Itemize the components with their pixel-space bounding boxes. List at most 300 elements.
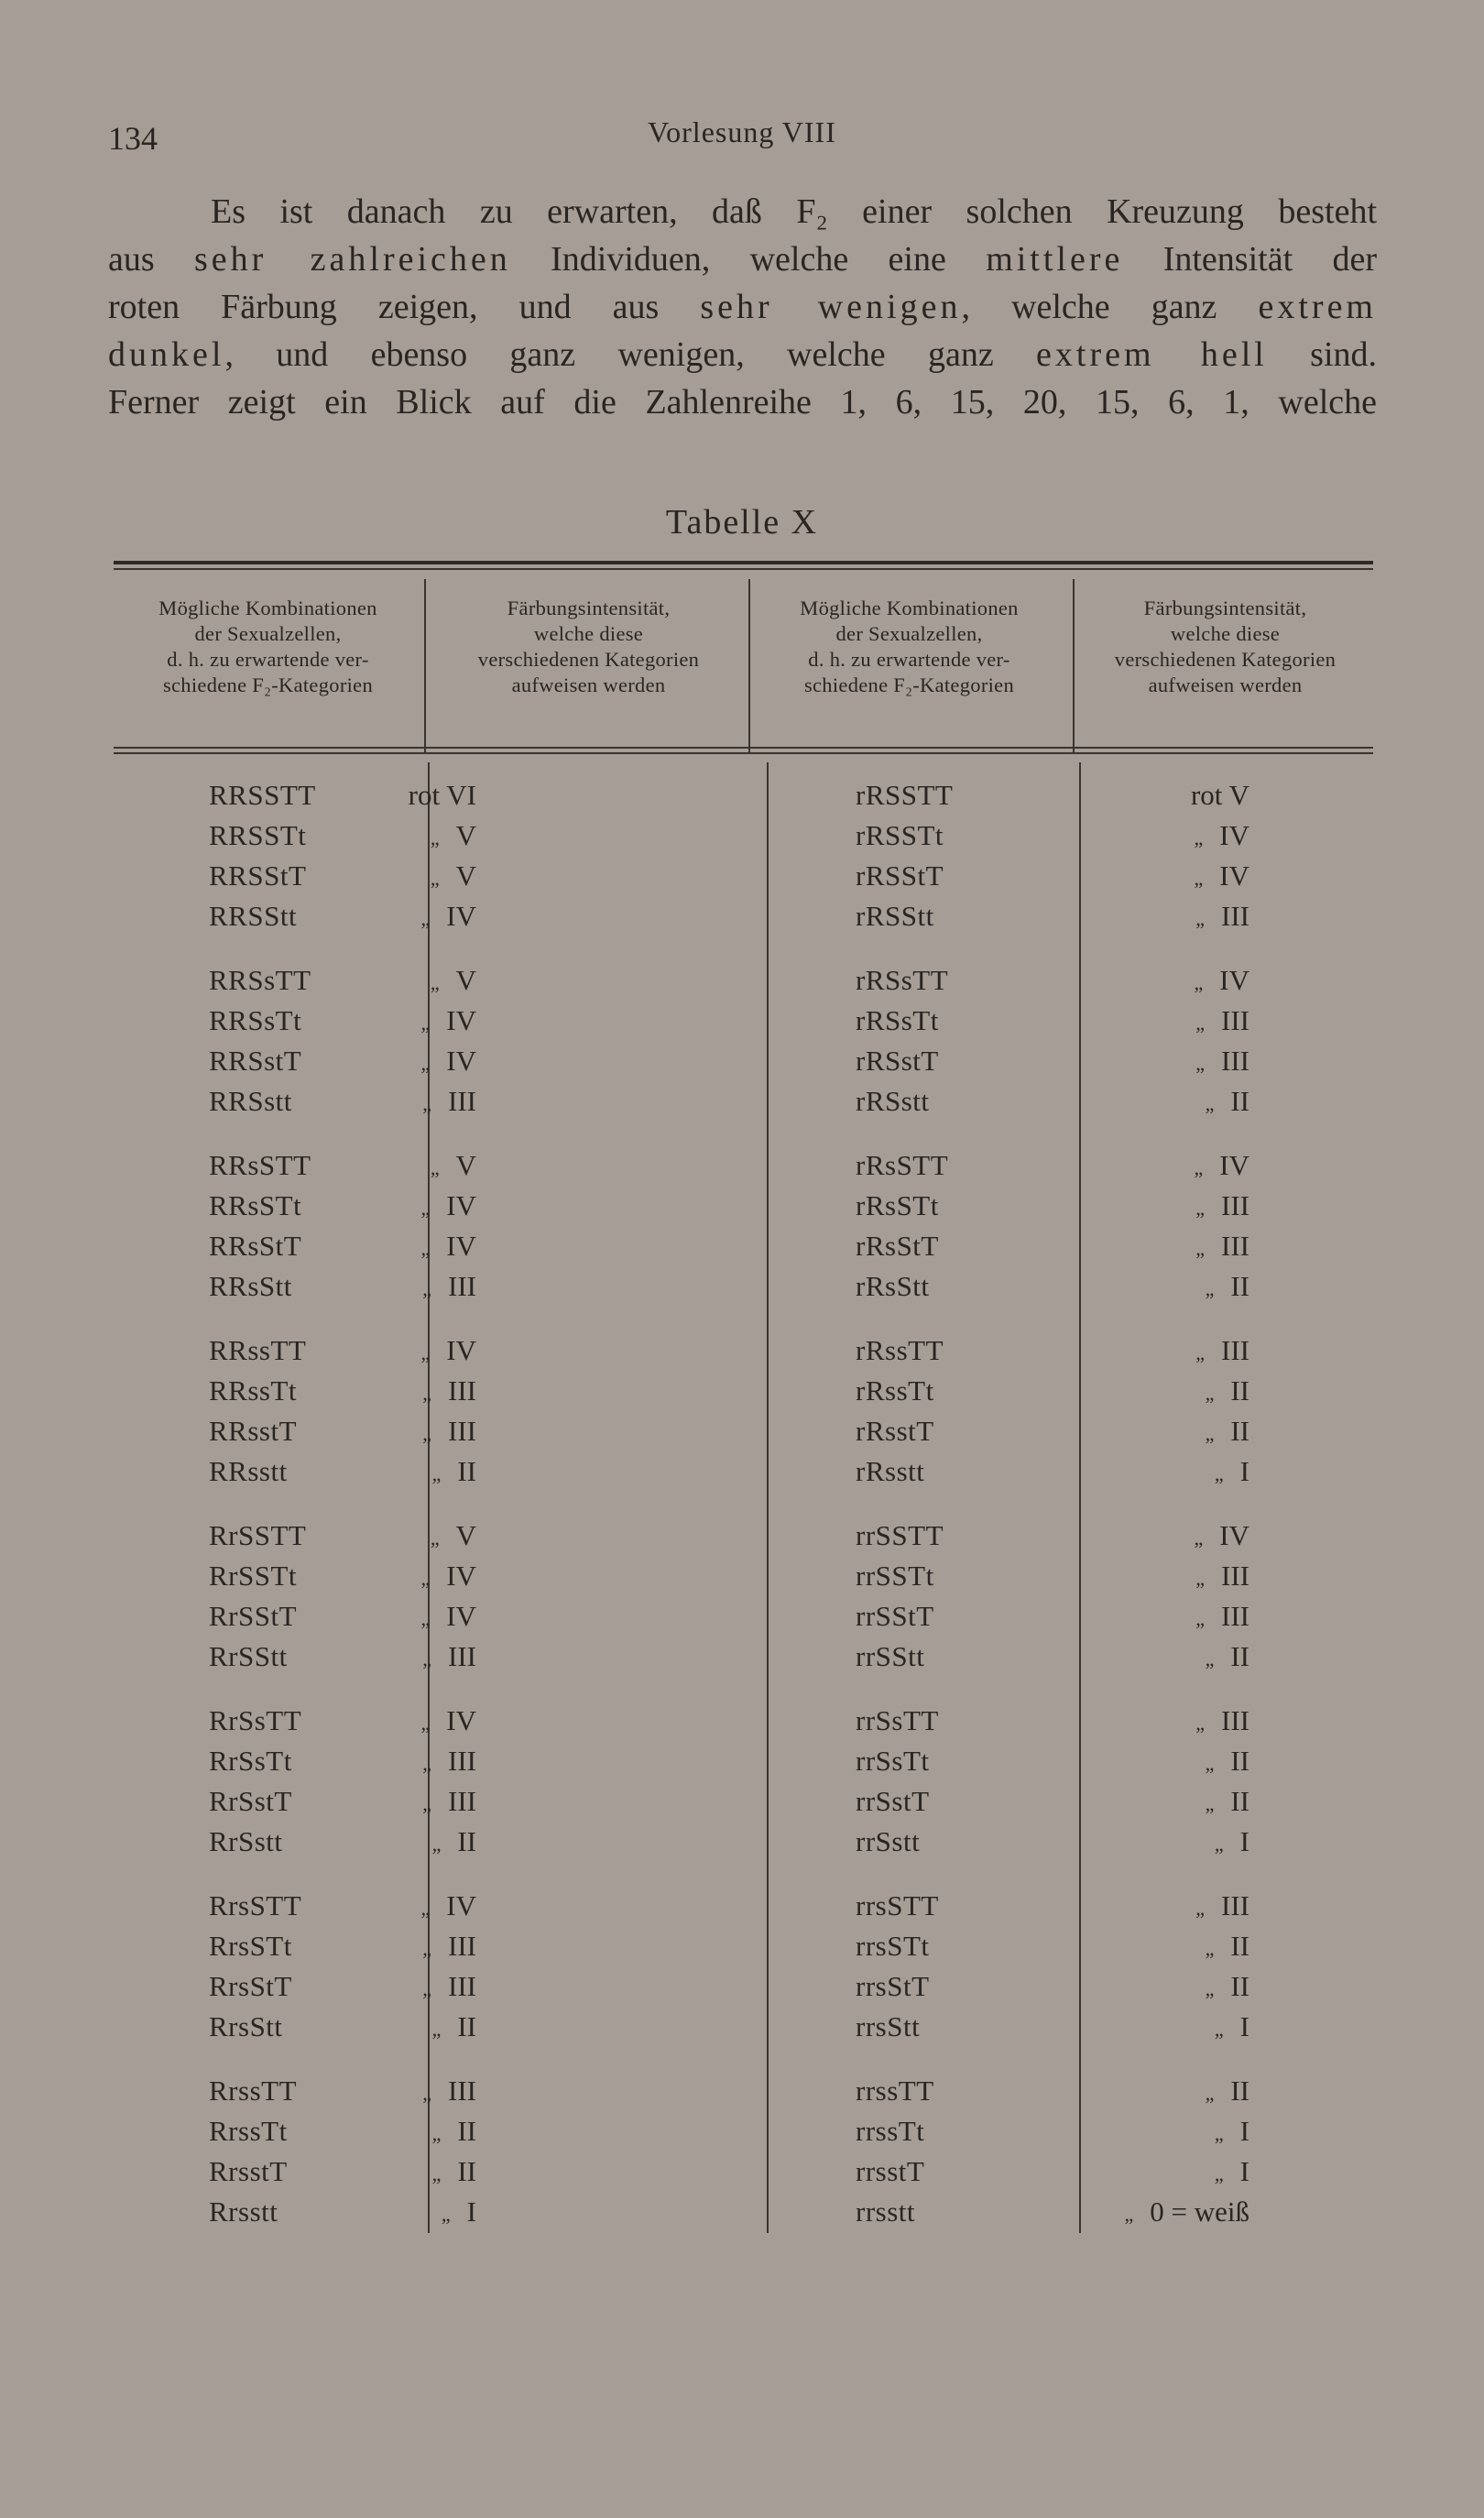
intensity-right-cell: [1085, 900, 1249, 933]
ditto-mark: „: [1195, 907, 1206, 930]
table-row: [114, 1930, 1373, 1970]
ditto-mark: „: [1205, 1977, 1215, 2000]
table-row-group: [114, 1149, 1373, 1310]
intensity-left-cell: [311, 1455, 476, 1488]
ditto-mark: „: [430, 1527, 440, 1549]
intensity-left-cell: [311, 819, 476, 852]
intensity-value: V: [455, 1149, 476, 1181]
table-row: [114, 1600, 1373, 1640]
combination-right-cell: rRSstT: [856, 1045, 939, 1077]
combination-left-cell: RRSStt: [209, 900, 298, 932]
ditto-mark: „: [430, 971, 440, 994]
intensity-value: II: [1230, 1930, 1249, 1962]
table-row: [114, 1415, 1373, 1455]
intensity-value: IV: [446, 1600, 476, 1632]
combination-left-cell: RRsstt: [209, 1455, 288, 1487]
table-row: [114, 1889, 1373, 1930]
ditto-mark: „: [422, 1092, 432, 1115]
intensity-right-cell: [1085, 1600, 1249, 1633]
intensity-left-cell: [311, 1519, 476, 1552]
combination-left-cell: RRsstT: [209, 1415, 298, 1447]
combination-right-cell: rrSsTT: [856, 1704, 939, 1736]
ditto-mark: „: [422, 2082, 432, 2105]
ditto-mark: „: [1195, 1897, 1206, 1920]
combination-left-cell: RrsSTt: [209, 1930, 292, 1962]
ditto-mark: „: [1195, 1012, 1206, 1035]
header-line: Mögliche Kombinationen: [800, 597, 1019, 619]
combination-left-cell: RRsStt: [209, 1270, 292, 1302]
intensity-value: III: [448, 1785, 476, 1817]
combination-right-cell: rrSsTt: [856, 1745, 930, 1777]
intensity-right-cell: [1085, 1640, 1249, 1673]
combination-right-cell: rrsstT: [856, 2155, 925, 2187]
table-row: [114, 1149, 1373, 1189]
ditto-mark: „: [431, 2018, 442, 2041]
intensity-value: V: [455, 1519, 476, 1551]
ditto-mark: „: [422, 1937, 432, 1960]
header-line: welche diese: [533, 622, 644, 645]
intensity-right-cell: [1085, 1825, 1249, 1858]
ditto-mark: „: [431, 2122, 442, 2145]
intensity-value: II: [1230, 2075, 1249, 2107]
combination-left-cell: Rrsstt: [209, 2195, 278, 2228]
ditto-mark: „: [1194, 1527, 1204, 1549]
table-row-group: [114, 779, 1373, 940]
ditto-mark: „: [1194, 827, 1204, 849]
intensity-value: IV: [1219, 819, 1249, 851]
intensity-right-cell: [1085, 1970, 1249, 2003]
paragraph-text: Individuen, welche eine: [510, 240, 987, 279]
ditto-mark: „: [431, 1833, 442, 1856]
table-body: [114, 779, 1373, 2260]
intensity-value: IV: [446, 1334, 476, 1366]
intensity-value: II: [1230, 1640, 1249, 1672]
intensity-left-cell: [311, 1374, 476, 1407]
table-row: [114, 2195, 1373, 2236]
combination-right-cell: rRssTT: [856, 1334, 944, 1366]
intensity-left-cell: [311, 2010, 476, 2043]
intensity-left-cell: [311, 1230, 476, 1263]
intensity-value: III: [448, 1415, 476, 1447]
intensity-value: II: [457, 2115, 476, 2147]
table-row: [114, 859, 1373, 900]
intensity-value: II: [1230, 1785, 1249, 1817]
intensity-right-cell: [1085, 1149, 1249, 1182]
intensity-value: IV: [446, 1189, 476, 1221]
paragraph-line-1: [108, 188, 1377, 235]
paragraph-text: Intensität der: [1123, 240, 1377, 279]
intensity-value: II: [1230, 1270, 1249, 1302]
intensity-value: III: [1221, 1889, 1249, 1921]
intensity-right-cell: [1085, 1374, 1249, 1407]
intensity-value: I: [466, 2195, 476, 2228]
intensity-right-cell: rot V: [1190, 779, 1249, 811]
combination-right-cell: rrSstT: [856, 1785, 930, 1817]
intensity-value: II: [1230, 1374, 1249, 1407]
table-row: [114, 1785, 1373, 1825]
intensity-value: III: [1221, 1334, 1249, 1366]
intensity-left-cell: [311, 2115, 476, 2148]
combination-left-cell: RrSSTT: [209, 1519, 307, 1551]
intensity-right-cell: [1085, 1930, 1249, 1963]
ditto-mark: „: [1195, 1197, 1206, 1220]
running-head: Vorlesung VIII: [648, 115, 836, 148]
combination-right-cell: rRSsTT: [856, 964, 949, 996]
table-row: [114, 1704, 1373, 1745]
table-row: [114, 1970, 1373, 2010]
intensity-left-cell: [311, 2195, 476, 2228]
intensity-right-cell: [1085, 964, 1249, 997]
ditto-mark: „: [420, 1712, 431, 1735]
table-top-rule: [114, 561, 1373, 564]
ditto-mark: „: [431, 1462, 442, 1485]
intensity-value: III: [448, 2075, 476, 2107]
intensity-value: IV: [446, 1045, 476, 1077]
intensity-right-cell: [1085, 1560, 1249, 1593]
intensity-right-cell: [1085, 819, 1249, 852]
intensity-left-cell: [311, 1004, 476, 1037]
table-row: [114, 1270, 1373, 1310]
combination-left-cell: RrsstT: [209, 2155, 288, 2187]
table-row-group: [114, 1519, 1373, 1680]
intensity-value: IV: [1219, 859, 1249, 892]
combination-left-cell: RRsSTT: [209, 1149, 311, 1181]
intensity-value: III: [1221, 1189, 1249, 1221]
ditto-mark: „: [1195, 1052, 1206, 1075]
intensity-value: III: [448, 1270, 476, 1302]
intensity-value: III: [1221, 1230, 1249, 1262]
paragraph-line-4: [108, 331, 1377, 378]
intensity-value: I: [1239, 2115, 1249, 2147]
table-row-group: [114, 1704, 1373, 1866]
table-row: [114, 2115, 1373, 2155]
intensity-right-cell: [1085, 1785, 1249, 1818]
intensity-value: 0 = weiß: [1150, 2195, 1249, 2228]
intensity-value: I: [1239, 1825, 1249, 1857]
combination-right-cell: rRSSTT: [856, 779, 954, 811]
header-line: Mögliche Kombinationen: [158, 597, 377, 619]
intensity-value: III: [1221, 1004, 1249, 1036]
combination-left-cell: RrSstT: [209, 1785, 292, 1817]
ditto-mark: „: [1205, 1648, 1215, 1670]
emphasis-text: extrem: [1258, 288, 1377, 326]
intensity-value: IV: [1219, 1519, 1249, 1551]
combination-right-cell: rRSstt: [856, 1085, 930, 1117]
combination-left-cell: RrSstt: [209, 1825, 283, 1857]
table-row: [114, 1230, 1373, 1270]
ditto-mark: „: [422, 1752, 432, 1775]
header-divider: [748, 579, 750, 753]
combination-right-cell: rRsSTT: [856, 1149, 949, 1181]
header-line: aufweisen werden: [1148, 673, 1303, 696]
intensity-left-cell: [311, 1560, 476, 1593]
intensity-left-cell: [311, 1930, 476, 1963]
table-header-intensity-right: [1067, 596, 1383, 698]
ditto-mark: „: [420, 1197, 431, 1220]
combination-left-cell: RRsStT: [209, 1230, 302, 1262]
intensity-right-cell: [1085, 1045, 1249, 1078]
ditto-mark: „: [1205, 1937, 1215, 1960]
intensity-right-cell: [1085, 1334, 1249, 1367]
ditto-mark: „: [420, 1052, 431, 1075]
intensity-value: IV: [1219, 1149, 1249, 1181]
combination-right-cell: rrsSTt: [856, 1930, 930, 1962]
paragraph-text: roten Färbung zeigen, und aus: [108, 288, 701, 326]
ditto-mark: „: [431, 2162, 442, 2185]
combination-right-cell: rrSSTT: [856, 1519, 944, 1551]
ditto-mark: „: [1124, 2203, 1134, 2226]
header-line: schiedene F₂-Kategorien: [162, 673, 374, 696]
combination-right-cell: rRsStT: [856, 1230, 939, 1262]
intensity-right-cell: [1085, 2075, 1249, 2107]
table-top-rule-thin: [114, 568, 1373, 570]
combination-right-cell: rrSstt: [856, 1825, 921, 1857]
combination-left-cell: RrsStT: [209, 1970, 292, 2002]
intensity-value: I: [1239, 2010, 1249, 2042]
intensity-value: IV: [446, 1889, 476, 1921]
ditto-mark: „: [1194, 971, 1204, 994]
table-row-group: [114, 2075, 1373, 2236]
body-paragraph: [108, 188, 1377, 426]
intensity-value: II: [457, 1825, 476, 1857]
intensity-right-cell: [1085, 1745, 1249, 1778]
intensity-value: I: [1239, 1455, 1249, 1487]
ditto-mark: „: [422, 1422, 432, 1445]
intensity-right-cell: [1085, 1189, 1249, 1222]
intensity-left-cell: [311, 1270, 476, 1303]
intensity-left-cell: [311, 1600, 476, 1633]
combination-right-cell: rRSSTt: [856, 819, 944, 851]
ditto-mark: „: [430, 867, 440, 890]
intensity-value: IV: [1219, 964, 1249, 996]
ditto-mark: „: [1205, 1277, 1215, 1300]
ditto-mark: „: [1205, 1422, 1215, 1445]
ditto-mark: „: [420, 1567, 431, 1590]
intensity-value: V: [455, 859, 476, 892]
header-bottom-rule-2: [114, 752, 1373, 754]
emphasis-text: mittlere: [986, 240, 1124, 279]
intensity-left-cell: [311, 1704, 476, 1737]
combination-right-cell: rRsStt: [856, 1270, 930, 1302]
ditto-mark: „: [422, 1648, 432, 1670]
ditto-mark: „: [422, 1277, 432, 1300]
intensity-value: II: [457, 2010, 476, 2042]
ditto-mark: „: [422, 1792, 432, 1815]
combination-right-cell: rRsSTt: [856, 1189, 939, 1221]
intensity-left-cell: [311, 900, 476, 933]
ditto-mark: „: [420, 1607, 431, 1630]
table-row-group: [114, 964, 1373, 1125]
ditto-mark: „: [1205, 1752, 1215, 1775]
intensity-left-cell: [311, 1045, 476, 1078]
combination-left-cell: RrSStt: [209, 1640, 288, 1672]
emphasis-text: sehr wenigen: [700, 288, 962, 326]
combination-right-cell: rrsStt: [856, 2010, 921, 2042]
combination-right-cell: rrssTT: [856, 2075, 934, 2107]
intensity-left-cell: [311, 1334, 476, 1367]
combination-right-cell: rrsstt: [856, 2195, 915, 2228]
ditto-mark: „: [1205, 1792, 1215, 1815]
table-row: [114, 779, 1373, 819]
table-row: [114, 900, 1373, 940]
intensity-left-cell: [311, 1085, 476, 1118]
intensity-left-cell: [311, 2075, 476, 2107]
intensity-left-cell: [311, 1415, 476, 1448]
intensity-right-cell: [1085, 2115, 1249, 2148]
intensity-left-cell: [311, 1970, 476, 2003]
combination-left-cell: RRsSTt: [209, 1189, 302, 1221]
combination-left-cell: RRssTT: [209, 1334, 307, 1366]
intensity-left-cell: [311, 964, 476, 997]
intensity-value: III: [1221, 1560, 1249, 1592]
intensity-value: II: [1230, 1085, 1249, 1117]
header-line: Färbungsintensität,: [507, 597, 671, 619]
intensity-value: III: [1221, 1045, 1249, 1077]
intensity-value: II: [1230, 1745, 1249, 1777]
combination-left-cell: RRSsTT: [209, 964, 311, 996]
intensity-right-cell: [1085, 1455, 1249, 1488]
header-line: d. h. zu erwartende ver-: [808, 648, 1010, 671]
table-row: [114, 964, 1373, 1004]
intensity-left-cell: [311, 859, 476, 892]
combination-left-cell: RrsStt: [209, 2010, 283, 2042]
header-line: verschiedenen Kategorien: [1114, 648, 1337, 671]
combination-right-cell: rrssTt: [856, 2115, 925, 2147]
ditto-mark: „: [1195, 1567, 1206, 1590]
table-row: [114, 1455, 1373, 1495]
intensity-value: V: [455, 964, 476, 996]
intensity-value: III: [448, 1374, 476, 1407]
table-row: [114, 1560, 1373, 1600]
ditto-mark: „: [1214, 1462, 1224, 1485]
ditto-mark: „: [422, 1382, 432, 1405]
ditto-mark: „: [1205, 1092, 1215, 1115]
intensity-value: III: [448, 1970, 476, 2002]
emphasis-text: dunkel: [108, 335, 225, 374]
combination-left-cell: RRSsTt: [209, 1004, 302, 1036]
intensity-left-cell: [311, 1825, 476, 1858]
intensity-value: IV: [446, 900, 476, 932]
table-row-group: [114, 1889, 1373, 2051]
combination-left-cell: RRssTt: [209, 1374, 298, 1407]
table-row-group: [114, 1334, 1373, 1495]
intensity-left-cell: rot VI: [408, 779, 476, 811]
table-row: [114, 1189, 1373, 1230]
emphasis-text: extrem hell: [1036, 335, 1268, 374]
header-line: schiedene F₂-Kategorien: [803, 673, 1015, 696]
intensity-value: IV: [446, 1560, 476, 1592]
intensity-left-cell: [311, 1149, 476, 1182]
paragraph-text: Ferner zeigt ein Blick auf die Zahlenreihe 1, 6, 15, 20, 15, 6, 1, welche: [108, 383, 1377, 421]
table-row: [114, 1334, 1373, 1374]
combination-left-cell: RRSSTt: [209, 819, 307, 851]
table-row: [114, 1004, 1373, 1045]
combination-left-cell: RrsSTT: [209, 1889, 302, 1921]
paragraph-text: , welche ganz: [961, 288, 1259, 326]
paragraph-line-2: [108, 235, 1377, 283]
ditto-mark: „: [1214, 2162, 1224, 2185]
table-row: [114, 1045, 1373, 1085]
ditto-mark: „: [430, 827, 440, 849]
combination-right-cell: rrSStT: [856, 1600, 934, 1632]
intensity-left-cell: [311, 2155, 476, 2188]
table-row: [114, 1745, 1373, 1785]
combination-left-cell: RrSsTT: [209, 1704, 302, 1736]
paragraph-line-3: [108, 283, 1377, 331]
table-header-intensity-left: [431, 596, 747, 698]
table-row: [114, 1519, 1373, 1560]
intensity-value: II: [1230, 1415, 1249, 1447]
intensity-value: IV: [446, 1004, 476, 1036]
combination-left-cell: RrssTT: [209, 2075, 297, 2107]
intensity-value: IV: [446, 1230, 476, 1262]
intensity-value: III: [1221, 1704, 1249, 1736]
ditto-mark: „: [1214, 2018, 1224, 2041]
intensity-right-cell: [1085, 1704, 1249, 1737]
emphasis-text: sehr zahlreichen: [194, 240, 511, 279]
combination-left-cell: RrSSTt: [209, 1560, 298, 1592]
combination-left-cell: RRSStT: [209, 859, 307, 892]
paragraph-text: aus: [108, 240, 194, 279]
table-row: [114, 1640, 1373, 1680]
header-line: d. h. zu erwartende ver-: [167, 648, 369, 671]
combination-left-cell: RRSSTT: [209, 779, 316, 811]
ditto-mark: „: [1194, 1156, 1204, 1179]
intensity-value: II: [457, 1455, 476, 1487]
intensity-left-cell: [311, 1640, 476, 1673]
table-row: [114, 2155, 1373, 2195]
ditto-mark: „: [1205, 1382, 1215, 1405]
combination-right-cell: rRSsTt: [856, 1004, 939, 1036]
combination-right-cell: rRssTt: [856, 1374, 934, 1407]
intensity-left-cell: [311, 1745, 476, 1778]
intensity-value: II: [1230, 1970, 1249, 2002]
ditto-mark: „: [441, 2203, 451, 2226]
ditto-mark: „: [420, 1897, 431, 1920]
intensity-right-cell: [1085, 1519, 1249, 1552]
ditto-mark: „: [420, 1012, 431, 1035]
combination-right-cell: rrsStT: [856, 1970, 930, 2002]
intensity-right-cell: [1085, 1085, 1249, 1118]
page-number: 134: [108, 120, 158, 157]
table-row: [114, 1085, 1373, 1125]
intensity-value: II: [457, 2155, 476, 2187]
combination-right-cell: rRsstT: [856, 1415, 934, 1447]
intensity-value: I: [1239, 2155, 1249, 2187]
combination-left-cell: RRSstT: [209, 1045, 302, 1077]
intensity-value: III: [1221, 1600, 1249, 1632]
combination-left-cell: RrSStT: [209, 1600, 298, 1632]
intensity-right-cell: [1085, 1004, 1249, 1037]
intensity-left-cell: [311, 1785, 476, 1818]
table-title: Tabelle X: [665, 503, 819, 542]
intensity-value: III: [448, 1640, 476, 1672]
intensity-value: III: [448, 1930, 476, 1962]
combination-left-cell: RrssTt: [209, 2115, 288, 2147]
intensity-right-cell: [1085, 2155, 1249, 2188]
combination-right-cell: rRsstt: [856, 1455, 925, 1487]
intensity-right-cell: [1085, 1415, 1249, 1448]
ditto-mark: „: [1195, 1712, 1206, 1735]
header-line: verschiedenen Kategorien: [477, 648, 700, 671]
intensity-left-cell: [311, 1189, 476, 1222]
intensity-right-cell: [1085, 2010, 1249, 2043]
ditto-mark: „: [1214, 1833, 1224, 1856]
intensity-right-cell: [1085, 2195, 1249, 2228]
table-row: [114, 1374, 1373, 1415]
intensity-right-cell: [1085, 1230, 1249, 1263]
intensity-value: III: [1221, 900, 1249, 932]
